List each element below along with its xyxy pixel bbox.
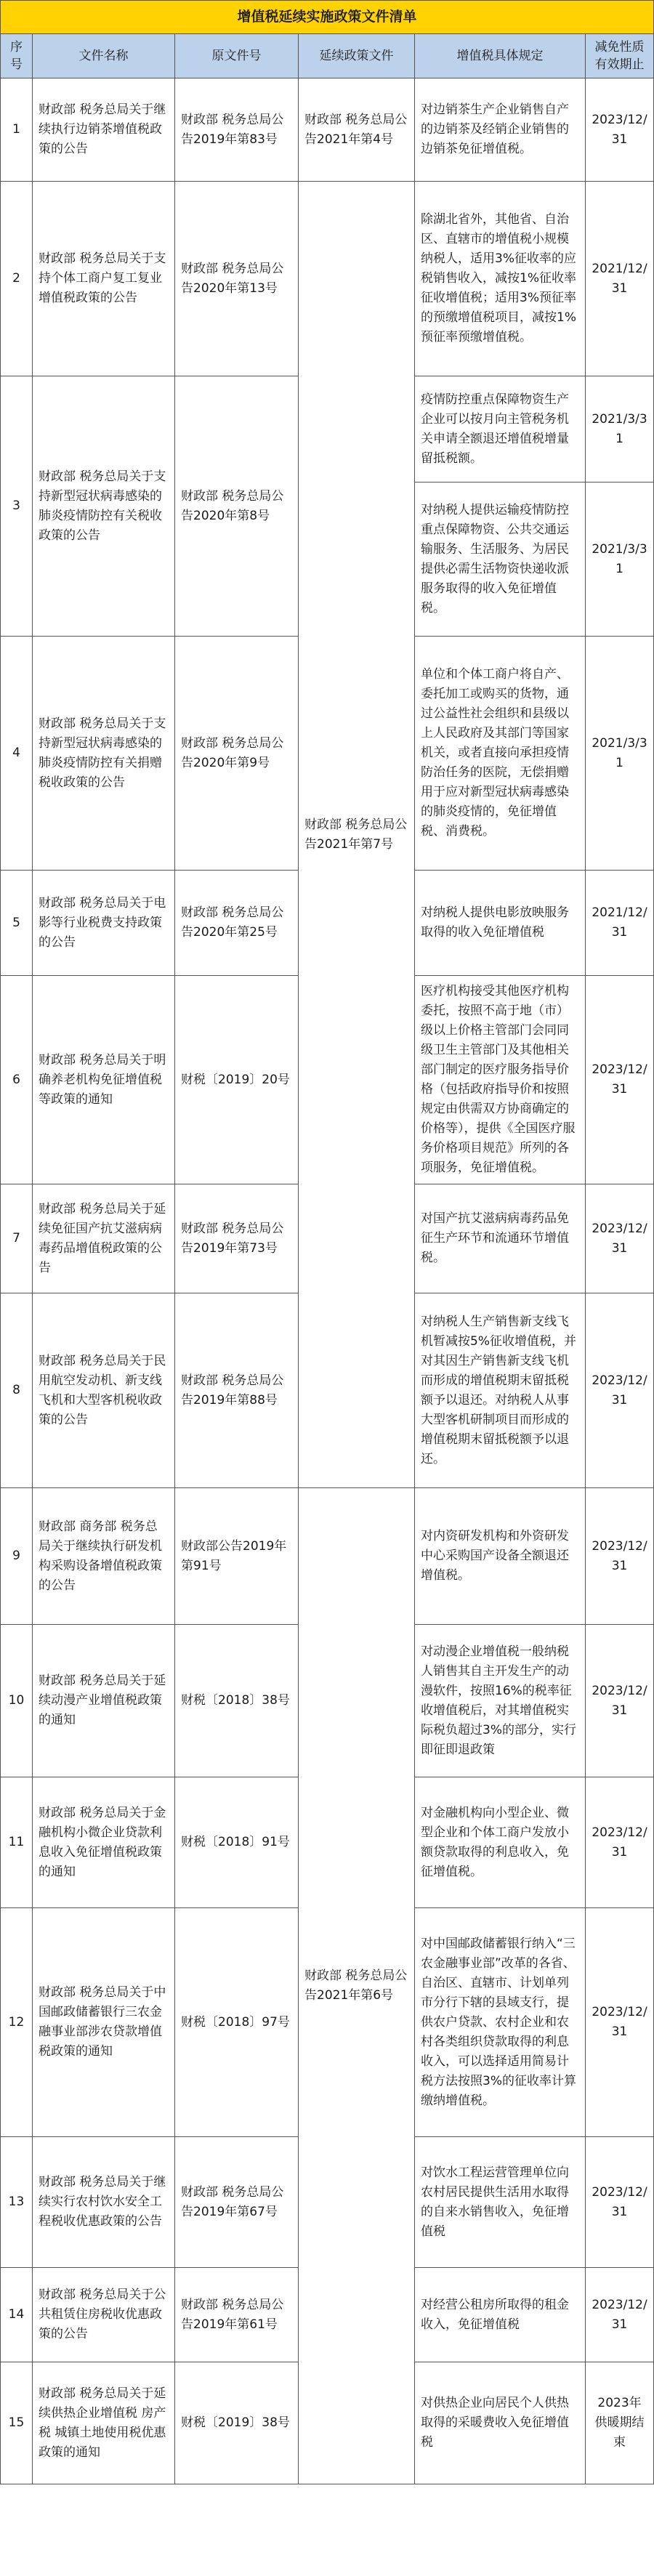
table-title: 增值税延续实施政策文件清单 xyxy=(1,1,654,34)
row-vat-rule: 对国产抗艾滋病病毒药品免征生产环节和流通环节增值税。 xyxy=(415,1184,586,1293)
table-row xyxy=(1,182,654,376)
row-expiry: 2023/12/31 xyxy=(586,78,654,182)
row-original-number: 财政部公告2019年第91号 xyxy=(175,1488,299,1625)
row-vat-rule: 疫情防控重点保障物资生产企业可以按月向主管税务机关申请全额退还增值税增量留抵税额。 xyxy=(415,376,586,483)
row-file-name: 财政部 税务总局关于延续供热企业增值税 房产税 城镇土地使用税优惠政策的通知 xyxy=(33,2362,175,2484)
row-file-name: 财政部 税务总局关于公共租赁住房税收优惠政策的公告 xyxy=(33,2268,175,2362)
row-expiry: 2023/12/31 xyxy=(586,1293,654,1488)
row-file-name: 财政部 税务总局关于延续免征国产抗艾滋病病毒药品增值税政策的公告 xyxy=(33,1184,175,1293)
row-expiry: 2021/12/31 xyxy=(586,182,654,376)
row-seq: 2 xyxy=(1,182,33,376)
row-vat-rule: 对金融机构向小型企业、微型企业和个体工商户发放小额贷款取得的利息收入，免征增值税。 xyxy=(415,1777,586,1908)
row-seq: 14 xyxy=(1,2268,33,2362)
row-expiry: 2023/12/31 xyxy=(586,1625,654,1777)
header-file-name: 文件名称 xyxy=(33,34,175,78)
row-seq: 7 xyxy=(1,1184,33,1293)
row-original-number: 财政部 税务总局公告2020年第25号 xyxy=(175,871,299,976)
row-expiry: 2021/3/31 xyxy=(586,637,654,871)
row-vat-rule: 单位和个体工商户将自产、委托加工或购买的货物，通过公益性社会组织和县级以上人民政府及其部门等国家机关，或者直接向承担疫情防治任务的医院，无偿捐赠用于应对新型冠状病毒感染的肺炎疫情的，免征增值税、消费税。 xyxy=(415,637,586,871)
row-seq: 3 xyxy=(1,376,33,637)
row-original-number: 财政部 税务总局公告2019年第88号 xyxy=(175,1293,299,1488)
row-expiry: 2023/12/31 xyxy=(586,1184,654,1293)
row-expiry: 2023/12/31 xyxy=(586,1488,654,1625)
row-seq: 4 xyxy=(1,637,33,871)
row-original-number: 财政部 税务总局公告2019年第61号 xyxy=(175,2268,299,2362)
header-seq: 序号 xyxy=(1,34,33,78)
row-expiry: 2023/12/31 xyxy=(586,2137,654,2268)
row-file-name: 财政部 税务总局关于延续动漫产业增值税政策的通知 xyxy=(33,1625,175,1777)
row-expiry: 2023/12/31 xyxy=(586,976,654,1184)
row-expiry: 2023/12/31 xyxy=(586,2268,654,2362)
row-vat-rule: 对边销茶生产企业销售自产的边销茶及经销企业销售的边销茶免征增值税。 xyxy=(415,78,586,182)
row-original-number: 财税〔2019〕20号 xyxy=(175,976,299,1184)
table-header-row xyxy=(1,34,654,78)
row-file-name: 财政部 税务总局关于支持新型冠状病毒感染的肺炎疫情防控有关税收政策的公告 xyxy=(33,376,175,637)
row-expiry: 2023/12/31 xyxy=(586,1777,654,1908)
row-seq: 9 xyxy=(1,1488,33,1625)
row-expiry: 2021/12/31 xyxy=(586,871,654,976)
row-vat-rule: 医疗机构接受其他医疗机构委托，按照不高于地（市）级以上价格主管部门会同同级卫生主管部门及其他相关部门制定的医疗服务指导价格（包括政府指导价和按照规定由供需双方协商确定的价格等），提供《全国医疗服务价格项目规范》所列的各项服务，免征增值税。 xyxy=(415,976,586,1184)
row-original-number: 财政部 税务总局公告2019年第83号 xyxy=(175,78,299,182)
row-seq: 15 xyxy=(1,2362,33,2484)
table-row xyxy=(1,1488,654,1625)
row-file-name: 财政部 税务总局关于中国邮政储蓄银行三农金融事业部涉农贷款增值税政策的通知 xyxy=(33,1908,175,2137)
row-seq: 13 xyxy=(1,2137,33,2268)
row-file-name: 财政部 税务总局关于电影等行业税费支持政策的公告 xyxy=(33,871,175,976)
row-extension-doc: 财政部 税务总局公告2021年第4号 xyxy=(299,78,415,182)
row-expiry: 2023/12/31 xyxy=(586,1908,654,2137)
row-original-number: 财税〔2018〕91号 xyxy=(175,1777,299,1908)
row-file-name: 财政部 税务总局关于支持个体工商户复工复业增值税政策的公告 xyxy=(33,182,175,376)
row-expiry: 2023年供暖期结束 xyxy=(586,2362,654,2484)
row-seq: 6 xyxy=(1,976,33,1184)
row-original-number: 财政部 税务总局公告2020年第9号 xyxy=(175,637,299,871)
table-row xyxy=(1,78,654,182)
row-original-number: 财政部 税务总局公告2019年第67号 xyxy=(175,2137,299,2268)
row-original-number: 财税〔2019〕38号 xyxy=(175,2362,299,2484)
row-original-number: 财政部 税务总局公告2020年第13号 xyxy=(175,182,299,376)
row-original-number: 财政部 税务总局公告2019年第73号 xyxy=(175,1184,299,1293)
row-vat-rule: 对动漫企业增值税一般纳税人销售其自主开发生产的动漫软件，按照16%的税率征收增值税后，对其增值税实际税负超过3%的部分，实行即征即退政策 xyxy=(415,1625,586,1777)
row-expiry: 2021/3/31 xyxy=(586,376,654,483)
row-extension-doc: 财政部 税务总局公告2021年第7号 xyxy=(299,182,415,1488)
row-extension-doc: 财政部 税务总局公告2021年第6号 xyxy=(299,1488,415,2484)
row-vat-rule: 对供热企业向居民个人供热取得的采暖费收入免征增值税 xyxy=(415,2362,586,2484)
row-vat-rule: 对中国邮政储蓄银行纳入“三农金融事业部”改革的各省、自治区、直辖市、计划单列市分行下辖的县域支行，提供农户贷款、农村企业和农村各类组织贷款取得的利息收入，可以选择适用简易计税方法按照3%的征收率计算缴纳增值税。 xyxy=(415,1908,586,2137)
row-seq: 10 xyxy=(1,1625,33,1777)
row-file-name: 财政部 税务总局关于支持新型冠状病毒感染的肺炎疫情防控有关捐赠税收政策的公告 xyxy=(33,637,175,871)
header-original-number: 原文件号 xyxy=(175,34,299,78)
header-extension-doc: 延续政策文件 xyxy=(299,34,415,78)
row-file-name: 财政部 税务总局关于民用航空发动机、新支线飞机和大型客机税收政策的公告 xyxy=(33,1293,175,1488)
row-vat-rule: 对经营公租房所取得的租金收入，免征增值税 xyxy=(415,2268,586,2362)
row-seq: 12 xyxy=(1,1908,33,2137)
row-vat-rule: 对内资研发机构和外资研发中心采购国产设备全额退还增值税。 xyxy=(415,1488,586,1625)
row-vat-rule: 对饮水工程运营管理单位向农村居民提供生活用水取得的自来水销售收入，免征增值税 xyxy=(415,2137,586,2268)
row-seq: 11 xyxy=(1,1777,33,1908)
row-file-name: 财政部 税务总局关于继续实行农村饮水安全工程税收优惠政策的公告 xyxy=(33,2137,175,2268)
row-seq: 8 xyxy=(1,1293,33,1488)
row-vat-rule: 对纳税人提供电影放映服务取得的收入免征增值税 xyxy=(415,871,586,976)
row-original-number: 财政部 税务总局公告2020年第8号 xyxy=(175,376,299,637)
row-vat-rule: 对纳税人提供运输疫情防控重点保障物资、公共交通运输服务、生活服务、为居民提供必需生活物资快递收派服务取得的收入免征增值税。 xyxy=(415,483,586,637)
row-original-number: 财税〔2018〕38号 xyxy=(175,1625,299,1777)
row-seq: 5 xyxy=(1,871,33,976)
header-expiry: 减免性质有效期止 xyxy=(586,34,654,78)
row-file-name: 财政部 商务部 税务总局关于继续执行研发机构采购设备增值税政策的公告 xyxy=(33,1488,175,1625)
row-vat-rule: 对纳税人生产销售新支线飞机暂减按5%征收增值税，并对其因生产销售新支线飞机而形成的增值税期末留抵税额予以退还。对纳税人从事大型客机研制项目而形成的增值税期末留抵税额予以退还。 xyxy=(415,1293,586,1488)
row-seq: 1 xyxy=(1,78,33,182)
row-file-name: 财政部 税务总局关于金融机构小微企业贷款利息收入免征增值税政策的通知 xyxy=(33,1777,175,1908)
header-vat-rule: 增值税具体规定 xyxy=(415,34,586,78)
row-original-number: 财税〔2018〕97号 xyxy=(175,1908,299,2137)
table-title-row xyxy=(1,1,654,34)
row-expiry: 2021/3/31 xyxy=(586,483,654,637)
row-vat-rule: 除湖北省外，其他省、自治区、直辖市的增值税小规模纳税人，适用3%征收率的应税销售收入，减按1%征收率征收增值税；适用3%预征率的预缴增值税项目，减按1%预征率预缴增值税。 xyxy=(415,182,586,376)
row-file-name: 财政部 税务总局关于明确养老机构免征增值税等政策的通知 xyxy=(33,976,175,1184)
row-file-name: 财政部 税务总局关于继续执行边销茶增值税政策的公告 xyxy=(33,78,175,182)
